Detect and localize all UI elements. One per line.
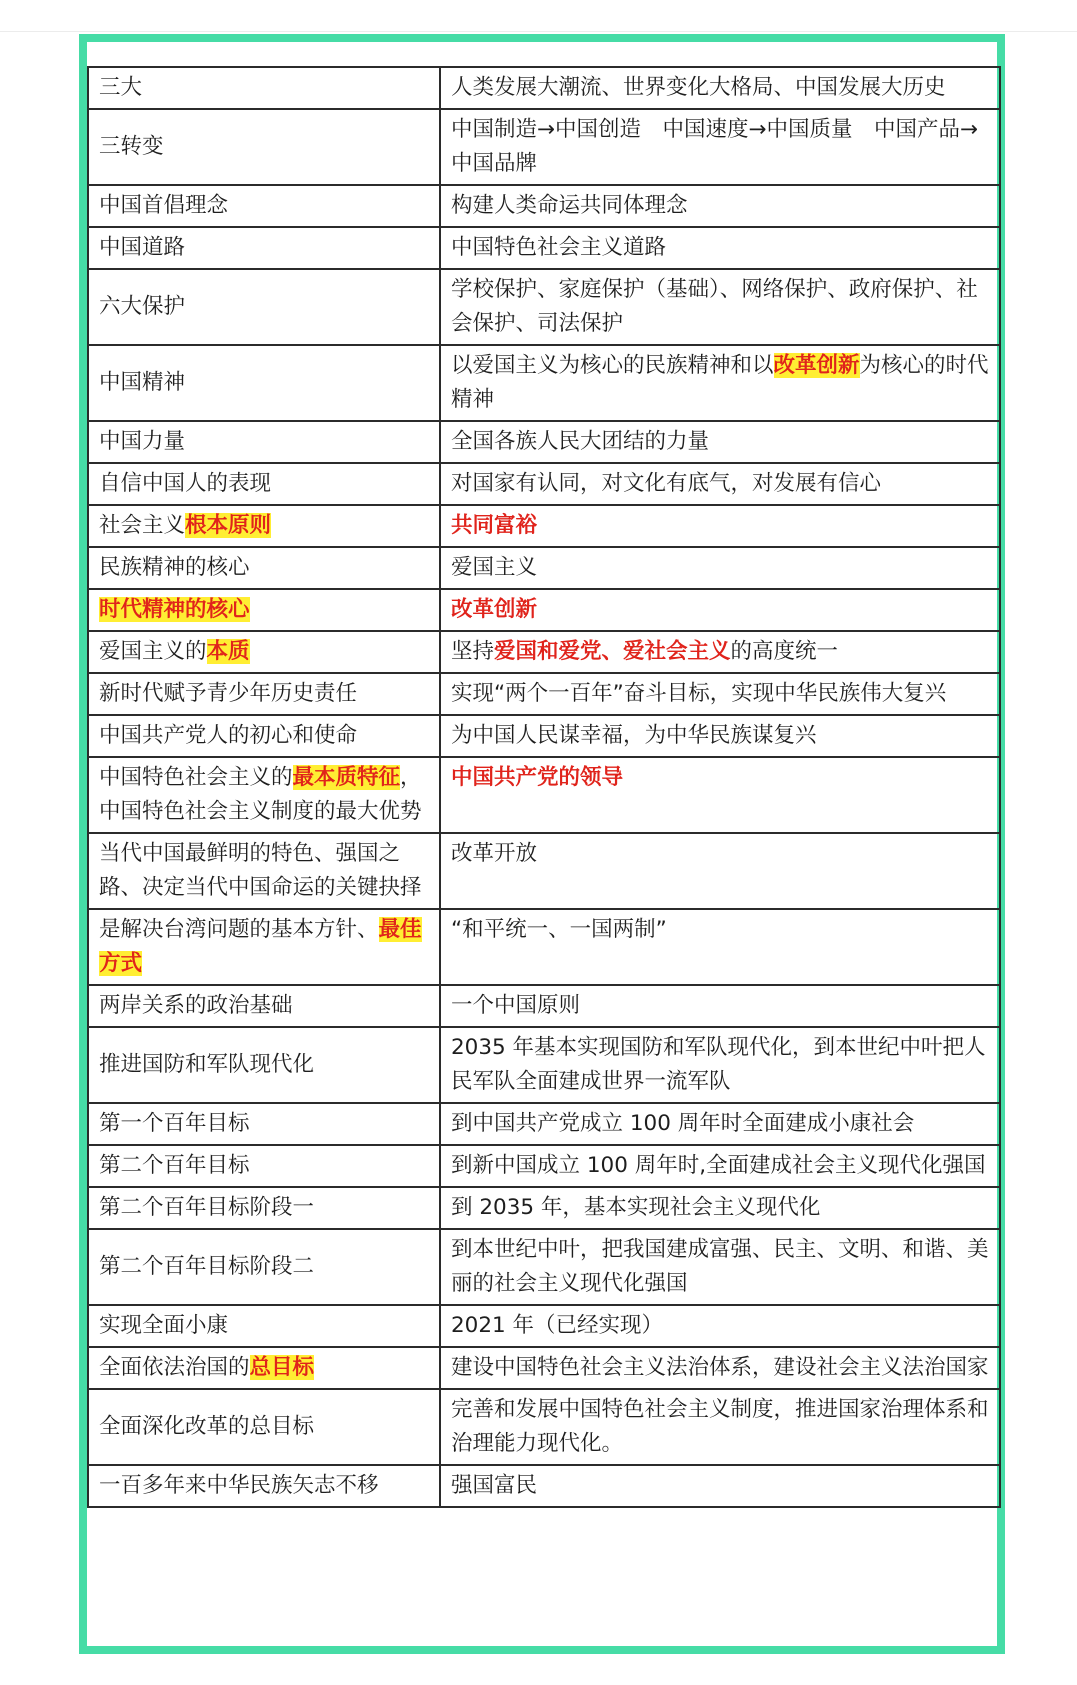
cell-text: 到新中国成立 100 周年时,全面建成社会主义现代化强国 bbox=[451, 1153, 986, 1178]
cell-text: 改革开放 bbox=[451, 841, 538, 866]
cell-text: 全面依法治国的 bbox=[99, 1355, 250, 1380]
cell-text: ，中国特色社会主义制度的最大优势 bbox=[99, 765, 422, 824]
row-label-cell bbox=[88, 505, 440, 547]
row-label-cell bbox=[88, 833, 440, 909]
table-row bbox=[88, 1465, 1000, 1507]
row-label-cell bbox=[88, 757, 440, 833]
row-value-cell bbox=[440, 109, 1000, 185]
row-label-cell bbox=[88, 1305, 440, 1347]
row-label-cell bbox=[88, 1347, 440, 1389]
table-row bbox=[88, 269, 1000, 345]
row-value-cell bbox=[440, 985, 1000, 1027]
table-row bbox=[88, 1027, 1000, 1103]
row-label-cell bbox=[88, 227, 440, 269]
row-label-cell bbox=[88, 1229, 440, 1305]
cell-text: 为中国人民谋幸福，为中华民族谋复兴 bbox=[451, 723, 817, 748]
row-label-cell bbox=[88, 185, 440, 227]
cell-text: 学校保护、家庭保护（基础）、网络保护、政府保护、社会保护、司法保护 bbox=[451, 277, 978, 336]
cell-text: 以爱国主义为核心的民族精神和以 bbox=[451, 353, 774, 378]
row-value-cell bbox=[440, 67, 1000, 109]
row-label-cell bbox=[88, 463, 440, 505]
cell-text: 三转变 bbox=[99, 134, 164, 159]
row-label-cell bbox=[88, 67, 440, 109]
cell-text: 完善和发展中国特色社会主义制度，推进国家治理体系和治理能力现代化。 bbox=[451, 1397, 989, 1456]
cell-text: 全国各族人民大团结的力量 bbox=[451, 429, 710, 454]
cell-text: 第二个百年目标阶段二 bbox=[99, 1254, 315, 1279]
row-label-cell bbox=[88, 421, 440, 463]
row-value-cell bbox=[440, 227, 1000, 269]
cell-text: 建设中国特色社会主义法治体系，建设社会主义法治国家 bbox=[451, 1355, 989, 1380]
row-label-cell bbox=[88, 547, 440, 589]
table-row bbox=[88, 1229, 1000, 1305]
row-value-cell bbox=[440, 1229, 1000, 1305]
row-label-cell bbox=[88, 269, 440, 345]
row-value-cell bbox=[440, 833, 1000, 909]
row-label-cell bbox=[88, 1027, 440, 1103]
cell-text: 全面深化改革的总目标 bbox=[99, 1414, 315, 1439]
table-row bbox=[88, 67, 1000, 109]
emphasis-text: 改革创新 bbox=[451, 597, 538, 622]
cell-text: 中国制造→中国创造 中国速度→中国质量 中国产品→中国品牌 bbox=[451, 117, 979, 176]
row-value-cell bbox=[440, 269, 1000, 345]
table-row bbox=[88, 909, 1000, 985]
row-value-cell bbox=[440, 631, 1000, 673]
table-row bbox=[88, 1305, 1000, 1347]
row-label-cell bbox=[88, 345, 440, 421]
cell-text: 中国特色社会主义道路 bbox=[451, 235, 667, 260]
cell-text: 一百多年来中华民族矢志不移 bbox=[99, 1473, 379, 1498]
row-label-cell bbox=[88, 1389, 440, 1465]
emphasis-text: 总目标 bbox=[249, 1355, 315, 1380]
cell-text: 对国家有认同，对文化有底气，对发展有信心 bbox=[451, 471, 882, 496]
row-value-cell bbox=[440, 1145, 1000, 1187]
table-row bbox=[88, 421, 1000, 463]
cell-text: 中国首倡理念 bbox=[99, 193, 229, 218]
cell-text: 爱国主义 bbox=[451, 555, 538, 580]
emphasis-text: 最佳方式 bbox=[99, 917, 422, 976]
table-row bbox=[88, 505, 1000, 547]
cell-text: 自信中国人的表现 bbox=[99, 471, 272, 496]
emphasis-text: 改革创新 bbox=[773, 353, 860, 378]
row-value-cell bbox=[440, 715, 1000, 757]
table-row bbox=[88, 833, 1000, 909]
cell-text: 强国富民 bbox=[451, 1473, 538, 1498]
table-row bbox=[88, 227, 1000, 269]
cell-text: 中国精神 bbox=[99, 370, 186, 395]
row-value-cell bbox=[440, 1187, 1000, 1229]
row-value-cell bbox=[440, 185, 1000, 227]
cell-text: 构建人类命运共同体理念 bbox=[451, 193, 688, 218]
row-value-cell bbox=[440, 547, 1000, 589]
row-label-cell bbox=[88, 715, 440, 757]
table-row bbox=[88, 1389, 1000, 1465]
cell-text: 第二个百年目标阶段一 bbox=[99, 1195, 315, 1220]
table-row bbox=[88, 547, 1000, 589]
table-row bbox=[88, 985, 1000, 1027]
cell-text: “和平统一、一国两制” bbox=[451, 917, 667, 942]
cell-text: 到本世纪中叶，把我国建成富强、民主、文明、和谐、美丽的社会主义现代化强国 bbox=[451, 1237, 989, 1296]
row-label-cell bbox=[88, 1465, 440, 1507]
row-value-cell bbox=[440, 673, 1000, 715]
table-row bbox=[88, 345, 1000, 421]
table-body bbox=[88, 67, 1000, 1507]
cell-text: 到中国共产党成立 100 周年时全面建成小康社会 bbox=[451, 1111, 915, 1136]
cell-text: 社会主义 bbox=[99, 513, 186, 538]
cell-text: 推进国防和军队现代化 bbox=[99, 1052, 315, 1077]
row-value-cell bbox=[440, 1103, 1000, 1145]
table-row bbox=[88, 185, 1000, 227]
emphasis-text: 共同富裕 bbox=[451, 513, 538, 538]
row-label-cell bbox=[88, 673, 440, 715]
cell-text: 一个中国原则 bbox=[451, 993, 581, 1018]
row-label-cell bbox=[88, 631, 440, 673]
cell-text: 到 2035 年，基本实现社会主义现代化 bbox=[451, 1195, 821, 1220]
row-value-cell bbox=[440, 589, 1000, 631]
cell-text: 新时代赋予青少年历史责任 bbox=[99, 681, 358, 706]
row-label-cell bbox=[88, 1187, 440, 1229]
table-row bbox=[88, 715, 1000, 757]
cell-text: 民族精神的核心 bbox=[99, 555, 250, 580]
cell-text: 三大 bbox=[99, 75, 143, 100]
row-value-cell bbox=[440, 1389, 1000, 1465]
row-label-cell bbox=[88, 1103, 440, 1145]
row-label-cell bbox=[88, 589, 440, 631]
cell-text: 第一个百年目标 bbox=[99, 1111, 250, 1136]
cell-text: 爱国主义的 bbox=[99, 639, 207, 664]
cell-text: 当代中国最鲜明的特色、强国之路、决定当代中国命运的关键抉择 bbox=[99, 841, 422, 900]
emphasis-text: 本质 bbox=[206, 639, 250, 664]
cell-text: 为核心的时代精神 bbox=[451, 353, 989, 412]
table-row bbox=[88, 1347, 1000, 1389]
row-value-cell bbox=[440, 345, 1000, 421]
row-value-cell bbox=[440, 463, 1000, 505]
cell-text: 中国力量 bbox=[99, 429, 186, 454]
row-label-cell bbox=[88, 1145, 440, 1187]
table-row bbox=[88, 1103, 1000, 1145]
emphasis-text: 根本原则 bbox=[185, 513, 272, 538]
row-value-cell bbox=[440, 909, 1000, 985]
cell-text: 2021 年（已经实现） bbox=[451, 1313, 664, 1338]
table-row bbox=[88, 1145, 1000, 1187]
cell-text: 是解决台湾问题的基本方针、 bbox=[99, 917, 379, 942]
emphasis-text: 时代精神的核心 bbox=[99, 597, 250, 622]
emphasis-text: 中国共产党的领导 bbox=[451, 765, 624, 790]
cell-text: 的高度统一 bbox=[730, 639, 839, 664]
knowledge-table bbox=[87, 66, 1001, 1508]
row-value-cell bbox=[440, 505, 1000, 547]
cell-text: 中国特色社会主义的 bbox=[99, 765, 293, 790]
cell-text: 六大保护 bbox=[99, 294, 186, 319]
row-value-cell bbox=[440, 1305, 1000, 1347]
row-value-cell bbox=[440, 1465, 1000, 1507]
row-value-cell bbox=[440, 421, 1000, 463]
emphasis-text: 最本质特征 bbox=[292, 765, 401, 790]
cell-text: 两岸关系的政治基础 bbox=[99, 993, 293, 1018]
table-row bbox=[88, 109, 1000, 185]
cell-text: 中国道路 bbox=[99, 235, 186, 260]
row-value-cell bbox=[440, 1347, 1000, 1389]
cell-text: 坚持 bbox=[451, 639, 495, 664]
table-row bbox=[88, 1187, 1000, 1229]
cell-text: 实现“两个一百年”奋斗目标，实现中华民族伟大复兴 bbox=[451, 681, 947, 706]
row-label-cell bbox=[88, 109, 440, 185]
cell-text: 中国共产党人的初心和使命 bbox=[99, 723, 358, 748]
top-divider bbox=[0, 31, 1077, 32]
row-value-cell bbox=[440, 757, 1000, 833]
emphasis-text: 爱国和爱党、爱社会主义 bbox=[494, 639, 731, 664]
table-row bbox=[88, 463, 1000, 505]
row-value-cell bbox=[440, 1027, 1000, 1103]
cell-text: 2035 年基本实现国防和军队现代化，到本世纪中叶把人民军队全面建成世界一流军队 bbox=[451, 1035, 986, 1094]
table-row bbox=[88, 631, 1000, 673]
table-row bbox=[88, 673, 1000, 715]
cell-text: 第二个百年目标 bbox=[99, 1153, 250, 1178]
table-row bbox=[88, 757, 1000, 833]
row-label-cell bbox=[88, 909, 440, 985]
row-label-cell bbox=[88, 985, 440, 1027]
cell-text: 实现全面小康 bbox=[99, 1313, 229, 1338]
cell-text: 人类发展大潮流、世界变化大格局、中国发展大历史 bbox=[451, 75, 946, 100]
table-row bbox=[88, 589, 1000, 631]
